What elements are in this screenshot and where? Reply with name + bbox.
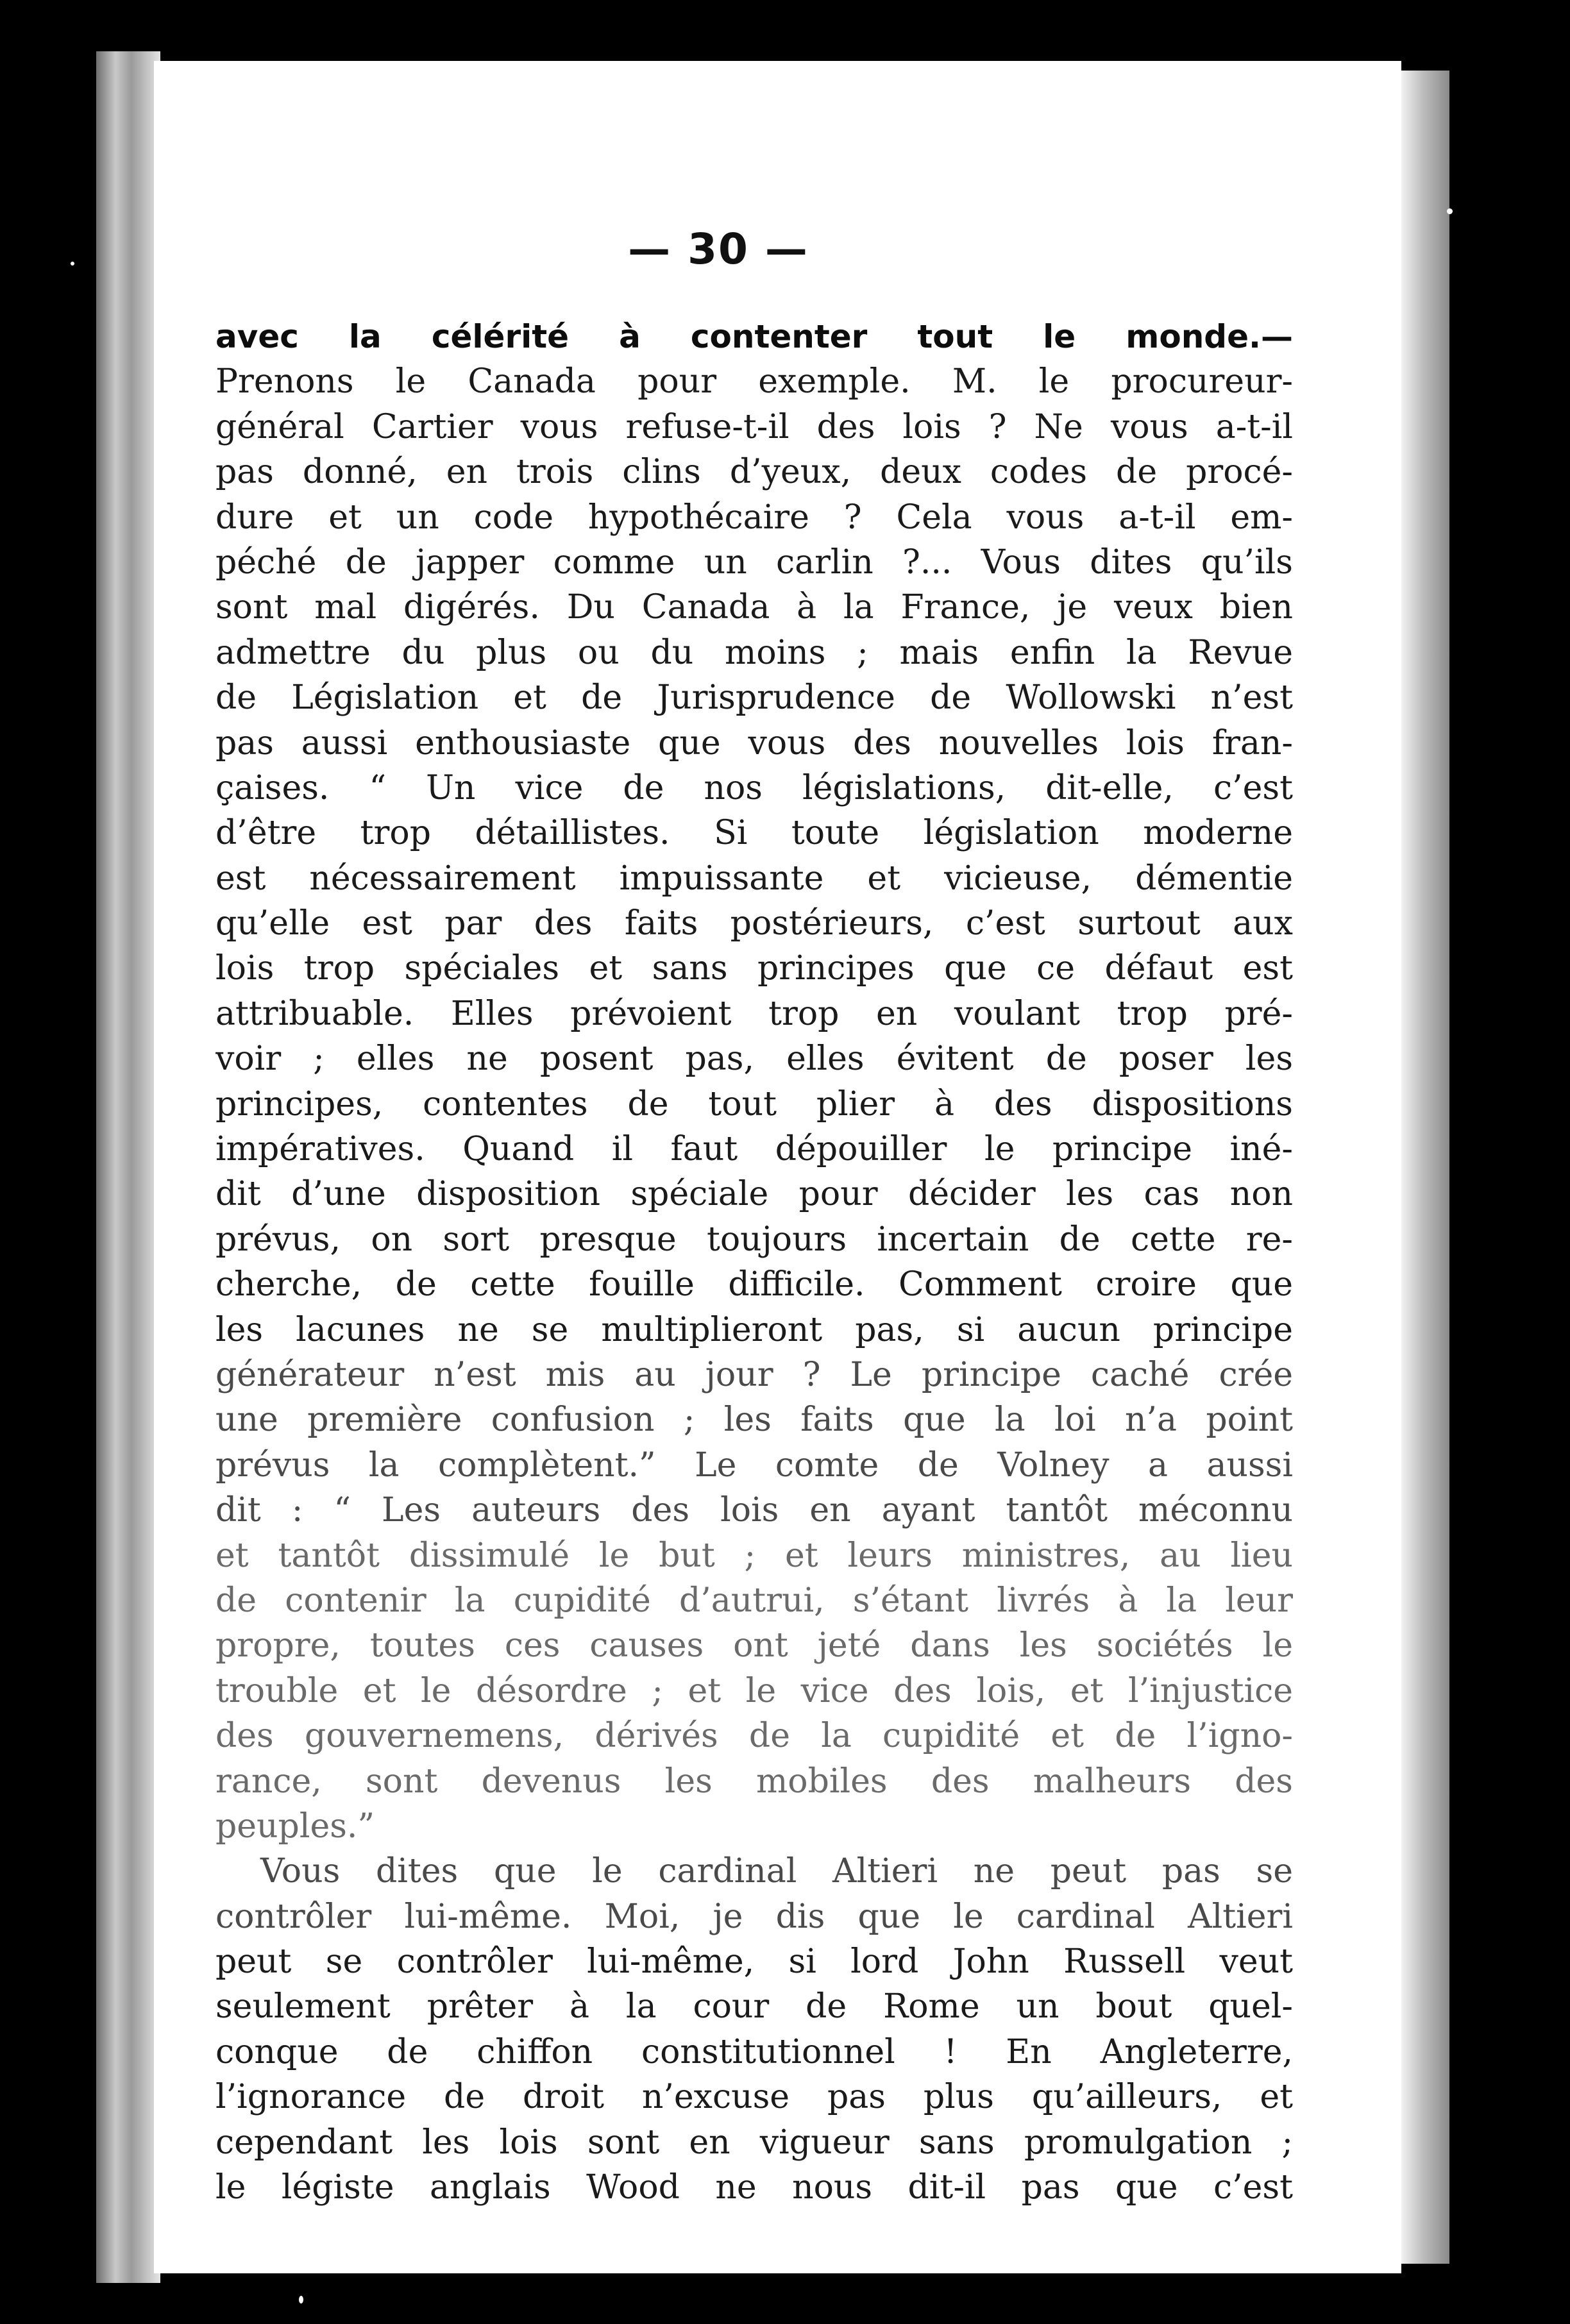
text-line: impératives. Quand il faut dépouiller le principe iné- (215, 1130, 1293, 1169)
text-line: prévus la complètent.” Le comte de Volney a aussi (215, 1445, 1293, 1485)
text-line: de Législation et de Jurisprudence de Wollowski n’est (215, 678, 1293, 718)
text-line: principes, contentes de tout plier à des dispositions (215, 1084, 1293, 1124)
text-line: dure et un code hypothécaire ? Cela vous a-t-il em- (215, 498, 1293, 537)
text-line: général Cartier vous refuse-t-il des lois ? Ne vous a-t-il (215, 407, 1293, 446)
book-page (154, 61, 1401, 2273)
text-line: pas aussi enthousiaste que vous des nouvelles lois fran- (215, 723, 1293, 762)
text-line: cherche, de cette fouille difficile. Comment croire que (215, 1265, 1293, 1304)
text-line: lois trop spéciales et sans principes que ce défaut est (215, 949, 1293, 988)
dust-speck (299, 2296, 303, 2303)
scan-edge-left (96, 51, 160, 2283)
text-line: générateur n’est mis au jour ? Le principe caché crée (215, 1355, 1293, 1394)
text-line: des gouvernemens, dérivés de la cupidité et de l’igno- (215, 1717, 1293, 1756)
text-line: l’ignorance de droit n’excuse pas plus qu’ailleurs, et (215, 2078, 1293, 2117)
text-line: dit d’une disposition spéciale pour décider les cas non (215, 1175, 1293, 1214)
text-line: et tantôt dissimulé le but ; et leurs ministres, au lieu (215, 1536, 1293, 1575)
text-line: çaises. “ Un vice de nos législations, dit-elle, c’est (215, 768, 1293, 807)
text-line: de contenir la cupidité d’autrui, s’étant livrés à la leur (215, 1581, 1293, 1620)
text-line: attribuable. Elles prévoient trop en voulant trop pré- (215, 994, 1293, 1033)
text-line: propre, toutes ces causes ont jeté dans les sociétés le (215, 1626, 1293, 1665)
scan-edge-right (1401, 71, 1449, 2264)
text-line: rance, sont devenus les mobiles des malheurs des (215, 1762, 1293, 1801)
dust-speck (71, 262, 74, 265)
text-line: qu’elle est par des faits postérieurs, c’est surtout aux (215, 904, 1293, 943)
text-line: une première confusion ; les faits que la loi n’a point (215, 1401, 1293, 1440)
text-line: Prenons le Canada pour exemple. M. le procureur- (215, 362, 1293, 401)
text-line: sont mal digérés. Du Canada à la France, je veux bien (215, 588, 1293, 627)
text-line: pas donné, en trois clins d’yeux, deux codes de procé- (215, 453, 1293, 492)
text-line: avec la célérité à contenter tout le monde.— (215, 318, 1293, 355)
body-text (215, 314, 1293, 2210)
text-line: le légiste anglais Wood ne nous dit-il pas que c’est (215, 2168, 1293, 2207)
text-line: cependant les lois sont en vigueur sans promulgation ; (215, 2123, 1293, 2162)
page-number: — 30 — (628, 224, 809, 274)
text-line: les lacunes ne se multiplieront pas, si aucun principe (215, 1310, 1293, 1349)
text-line: conque de chiffon constitutionnel ! En Angleterre, (215, 2032, 1293, 2071)
text-line: péché de japper comme un carlin ?... Vous dites qu’ils (215, 543, 1293, 582)
text-line: dit : “ Les auteurs des lois en ayant tantôt méconnu (215, 1491, 1293, 1530)
text-line: d’être trop détaillistes. Si toute législation moderne (215, 814, 1293, 853)
text-line: peut se contrôler lui-même, si lord John Russell veut (215, 1942, 1293, 1982)
text-line: trouble et le désordre ; et le vice des lois, et l’injustice (215, 1671, 1293, 1710)
text-line: peuples.” (215, 1806, 375, 1846)
text-line: admettre du plus ou du moins ; mais enfin la Revue (215, 633, 1293, 672)
text-line: contrôler lui-même. Moi, je dis que le cardinal Altieri (215, 1897, 1293, 1936)
text-line: est nécessairement impuissante et vicieuse, démentie (215, 859, 1293, 898)
text-line: voir ; elles ne posent pas, elles évitent de poser les (215, 1040, 1293, 1079)
text-line: Vous dites que le cardinal Altieri ne peut pas se (260, 1852, 1293, 1891)
text-line: seulement prêter à la cour de Rome un bout quel- (215, 1987, 1293, 2026)
dust-speck (1447, 208, 1453, 214)
text-line: prévus, on sort presque toujours incertain de cette re- (215, 1220, 1293, 1259)
